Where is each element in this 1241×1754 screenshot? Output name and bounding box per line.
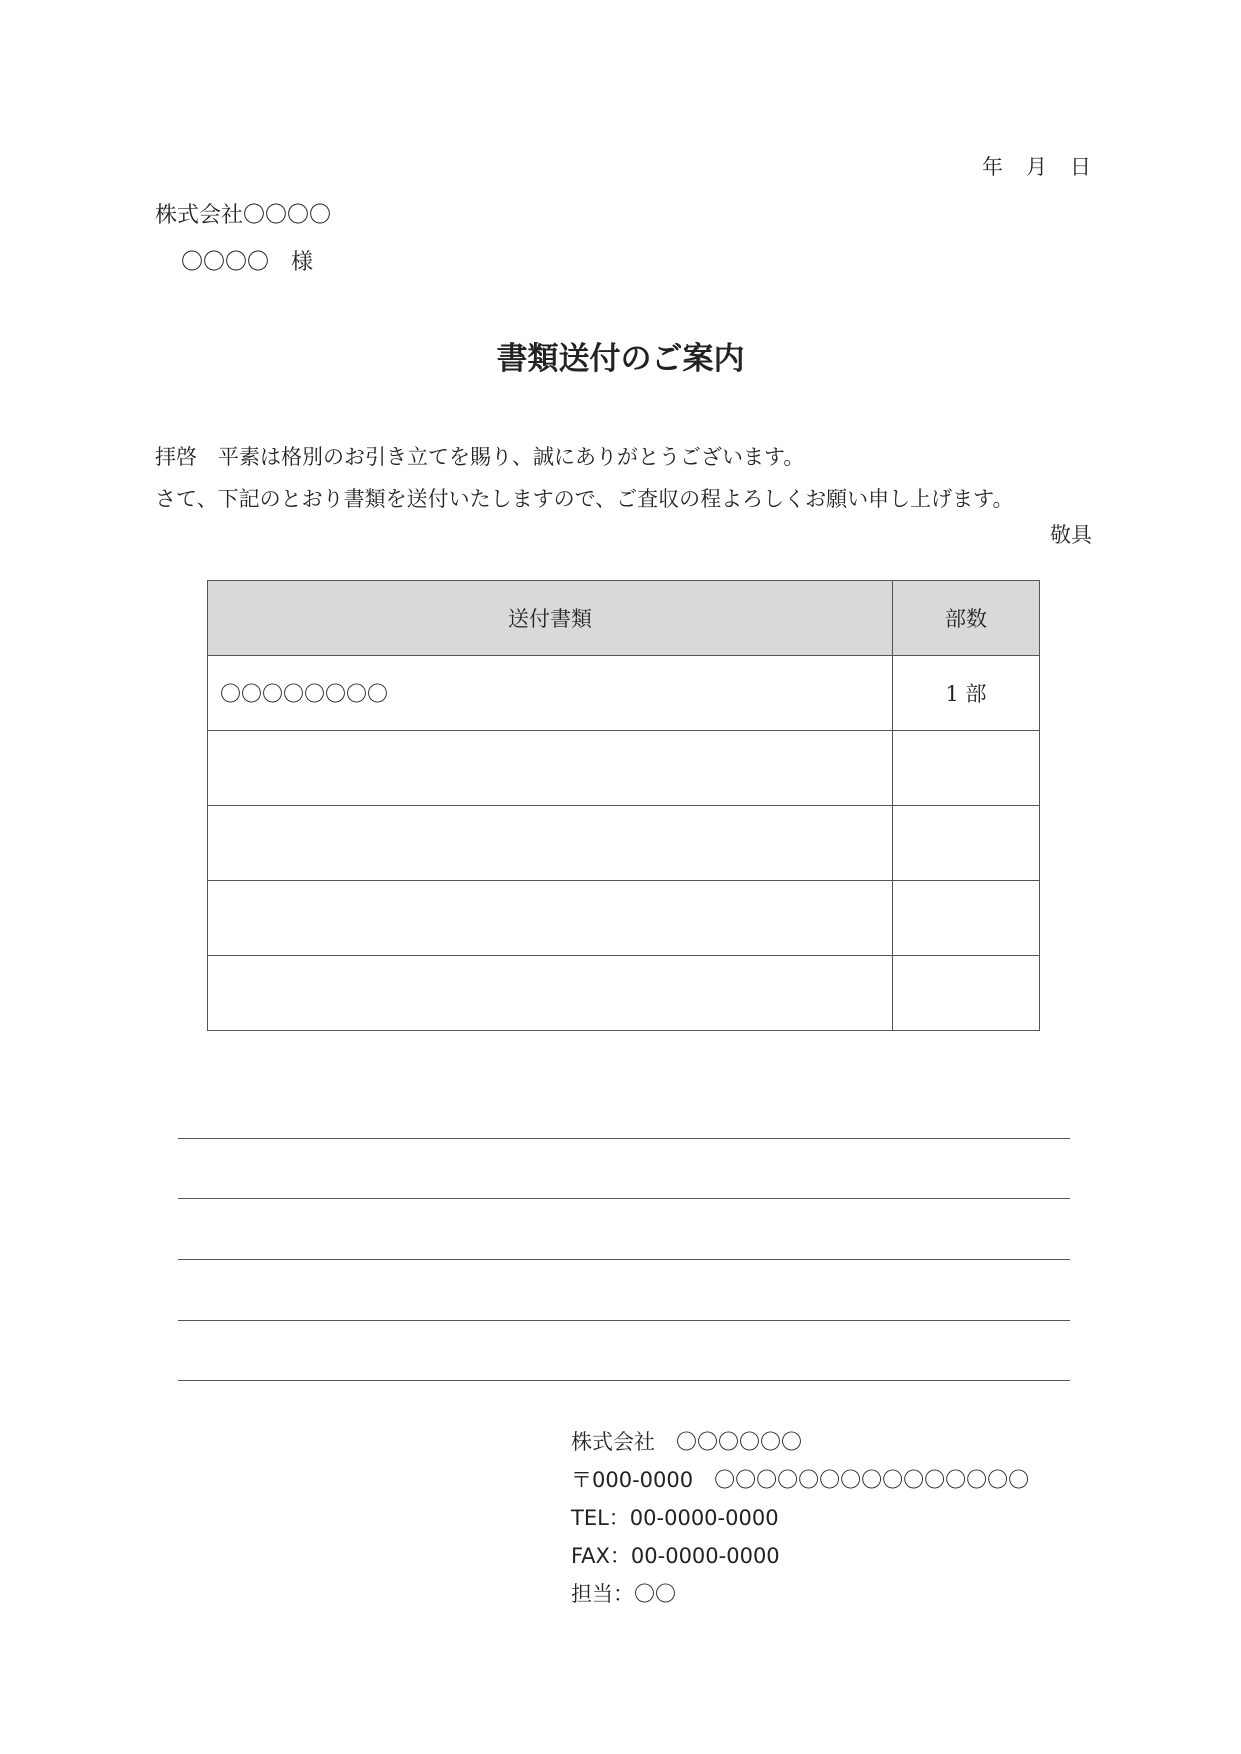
table-row	[208, 731, 1040, 806]
note-line	[178, 1198, 1070, 1199]
date-line: 年 月 日	[982, 155, 1092, 179]
table-row	[208, 881, 1040, 956]
sender-contact: 担当：〇〇	[571, 1582, 676, 1606]
recipient-company: 株式会社〇〇〇〇	[155, 203, 332, 228]
document-name-cell	[208, 956, 893, 1031]
copies-cell	[893, 806, 1040, 881]
body-line: さて、下記のとおり書類を送付いたしますので、ご査収の程よろしくお願い申し上げます。	[155, 487, 1014, 511]
document-name-cell	[208, 881, 893, 956]
copies-cell	[893, 956, 1040, 1031]
document-title: 書類送付のご案内	[496, 341, 745, 377]
note-line	[178, 1259, 1070, 1260]
recipient-person: 〇〇〇〇 様	[181, 250, 314, 275]
header-copies: 部数	[893, 581, 1040, 656]
document-name-cell	[208, 731, 893, 806]
document-name-cell	[208, 806, 893, 881]
table-row	[208, 806, 1040, 881]
documents-table	[207, 580, 1040, 1031]
note-line	[178, 1138, 1070, 1139]
note-line	[178, 1380, 1070, 1381]
table-row	[208, 656, 1040, 731]
greeting-line: 拝啓 平素は格別のお引き立てを賜り、誠にありがとうございます。	[155, 445, 805, 469]
sender-fax: FAX：00-0000-0000	[571, 1544, 780, 1568]
table-row	[208, 956, 1040, 1031]
sender-tel: TEL：00-0000-0000	[571, 1506, 779, 1530]
sender-address: 〒000-0000 〇〇〇〇〇〇〇〇〇〇〇〇〇〇〇	[571, 1468, 1030, 1492]
note-line	[178, 1320, 1070, 1321]
copies-cell: 1 部	[893, 656, 1040, 731]
document-name-cell: 〇〇〇〇〇〇〇〇	[208, 656, 893, 731]
header-documents: 送付書類	[208, 581, 893, 656]
copies-cell	[893, 881, 1040, 956]
copies-cell	[893, 731, 1040, 806]
closing-word: 敬具	[1050, 523, 1092, 547]
sender-company: 株式会社 〇〇〇〇〇〇	[571, 1430, 802, 1454]
table-header-row	[208, 581, 1040, 656]
